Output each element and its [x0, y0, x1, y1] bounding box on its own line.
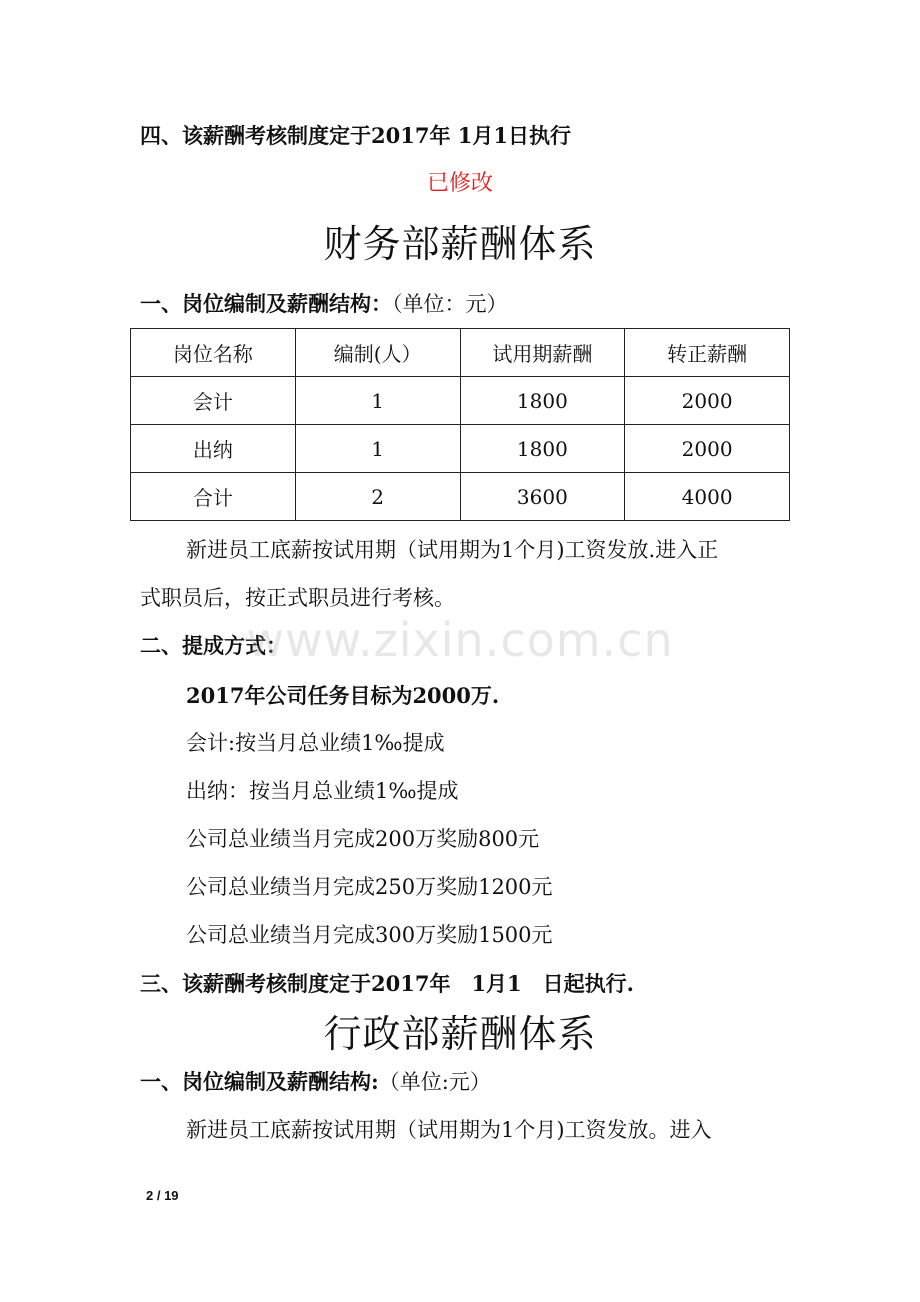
- page-number: 2 / 19: [146, 1188, 179, 1203]
- admin-structure-heading: [140, 1068, 491, 1096]
- commission-rule: 公司总业绩当月完成250万奖励1200元: [186, 875, 553, 899]
- finance-structure-heading-unit: （单位：元）: [392, 292, 508, 316]
- finance-structure-heading: [140, 290, 508, 318]
- table-cell: 2: [295, 473, 460, 521]
- table-cell: 1: [295, 377, 460, 425]
- table-row: [131, 425, 790, 473]
- admin-structure-heading-bold: 一、岗位编制及薪酬结构:: [140, 1069, 379, 1094]
- table-cell: 出纳: [131, 425, 296, 473]
- table-cell: 1800: [460, 425, 625, 473]
- table-cell: 会计: [131, 377, 296, 425]
- table-cell: 1800: [460, 377, 625, 425]
- admin-title: 行政部薪酬体系: [323, 1012, 597, 1056]
- probation-line-2: 式职员后，按正式职员进行考核。: [140, 586, 455, 610]
- watermark-graphic: [0, 606, 920, 676]
- table-row: [131, 473, 790, 521]
- section3-header: 三、该薪酬考核制度定于2017年 1月1 日起执行.: [140, 971, 634, 996]
- table-cell: 3600: [460, 473, 625, 521]
- table-cell: 4000: [625, 473, 790, 521]
- commission-rule: 出纳：按当月总业绩1‰提成: [186, 779, 459, 803]
- section4-header: 四、该薪酬考核制度定于2017年 1月1日执行: [140, 123, 571, 148]
- modified-note: 已修改: [426, 171, 493, 196]
- finance-structure-heading-bold: 一、岗位编制及薪酬结构：: [140, 291, 392, 316]
- table-header-cell: 岗位名称: [131, 329, 296, 377]
- commission-rule: 公司总业绩当月完成300万奖励1500元: [186, 923, 553, 947]
- target-line: 2017年公司任务目标为2000万.: [186, 683, 500, 708]
- svg-text:www.zixin.com.cn: www.zixin.com.cn: [246, 613, 674, 667]
- commission-rule: 公司总业绩当月完成200万奖励800元: [186, 827, 540, 851]
- table-cell: 2000: [625, 377, 790, 425]
- commission-rule: 会计:按当月总业绩1‰提成: [186, 731, 445, 755]
- table-cell: 合计: [131, 473, 296, 521]
- commission-heading: 二、提成方式：: [140, 633, 287, 658]
- table-header-row: [131, 329, 790, 377]
- admin-structure-heading-unit: （单位:元）: [378, 1070, 491, 1094]
- table-row: [131, 377, 790, 425]
- probation-line-1: 新进员工底薪按试用期（试用期为1个月)工资发放.进入正: [186, 538, 719, 562]
- table-header-cell: 试用期薪酬: [460, 329, 625, 377]
- table-header-cell: 转正薪酬: [625, 329, 790, 377]
- admin-probation-line-1: 新进员工底薪按试用期（试用期为1个月)工资发放。进入: [186, 1118, 712, 1142]
- table-cell: 2000: [625, 425, 790, 473]
- finance-title: 财务部薪酬体系: [323, 222, 597, 266]
- table-cell: 1: [295, 425, 460, 473]
- table-header-cell: 编制(人）: [295, 329, 460, 377]
- finance-salary-table: [130, 328, 790, 521]
